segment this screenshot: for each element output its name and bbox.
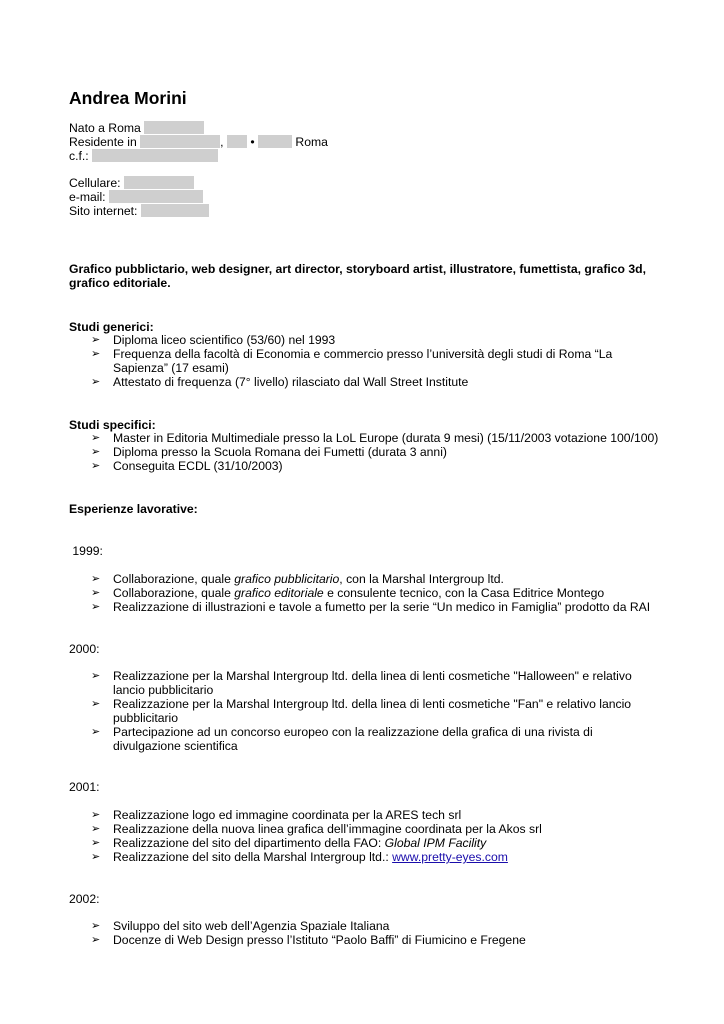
residence-city: Roma bbox=[295, 135, 328, 149]
year-1999: 1999: bbox=[69, 544, 103, 558]
arrow-bullet-icon: ➢ bbox=[91, 334, 101, 346]
section-title-studi-specifici: Studi specifici: bbox=[69, 418, 156, 432]
year-2001: 2001: bbox=[69, 780, 100, 794]
arrow-bullet-icon: ➢ bbox=[91, 573, 101, 585]
esperienze-2002-list bbox=[91, 919, 673, 947]
redacted-cf bbox=[92, 149, 218, 162]
list-item: ➢ Partecipazione ad un concorso europeo con la realizzazione della grafica di una rivista di divulgazione scientifica bbox=[91, 725, 593, 753]
studi-generici-list bbox=[91, 333, 673, 389]
esperienze-2001-list bbox=[91, 808, 673, 864]
list-item: ➢ Realizzazione del sito della Marshal Intergroup ltd.: www.pretty-eyes.com bbox=[91, 850, 508, 864]
birth-label: Nato a Roma bbox=[69, 121, 141, 135]
arrow-bullet-icon: ➢ bbox=[91, 698, 101, 710]
arrow-bullet-icon: ➢ bbox=[91, 587, 101, 599]
arrow-bullet-icon: ➢ bbox=[91, 432, 101, 444]
arrow-bullet-icon: ➢ bbox=[91, 823, 101, 835]
birth-line bbox=[69, 121, 204, 135]
list-item: ➢ Collaborazione, quale grafico editoriale e consulente tecnico, con la Casa Editrice Montego bbox=[91, 586, 605, 600]
arrow-bullet-icon: ➢ bbox=[91, 837, 101, 849]
website-line bbox=[69, 204, 209, 218]
profile-summary: Grafico pubblictario, web designer, art director, storyboard artist, illustratore, fumettista, grafico 3d, grafico editoriale. bbox=[69, 262, 647, 290]
phone-line bbox=[69, 176, 194, 190]
cf-label: c.f.: bbox=[69, 149, 89, 163]
list-item: ➢ Docenze di Web Design presso l’Istituto “Paolo Baffi” di Fiumicino e Fregene bbox=[91, 933, 526, 947]
arrow-bullet-icon: ➢ bbox=[91, 934, 101, 946]
email-line bbox=[69, 190, 203, 204]
list-item: ➢ Diploma liceo scientifico (53/60) nel 1993 bbox=[91, 333, 336, 347]
redacted-address bbox=[140, 135, 220, 148]
arrow-bullet-icon: ➢ bbox=[91, 348, 101, 360]
list-item: ➢ Realizzazione logo ed immagine coordinata per la ARES tech srl bbox=[91, 808, 462, 822]
list-item: ➢ Collaborazione, quale grafico pubblicitario, con la Marshal Intergroup ltd. bbox=[91, 572, 504, 586]
residence-line bbox=[69, 135, 328, 149]
arrow-bullet-icon: ➢ bbox=[91, 376, 101, 388]
list-item: ➢ Realizzazione per la Marshal Intergroup ltd. della linea di lenti cosmetiche "Halloween" e relativo lancio pubblicitario bbox=[91, 669, 632, 697]
list-item: ➢ Realizzazione per la Marshal Intergroup ltd. della linea di lenti cosmetiche "Fan" e relativo lancio pubblicitario bbox=[91, 697, 632, 725]
arrow-bullet-icon: ➢ bbox=[91, 601, 101, 613]
redacted-number bbox=[227, 135, 247, 148]
list-item: ➢ Master in Editoria Multimediale presso la LoL Europe (durata 9 mesi) (15/11/2003 votazione 100/100) bbox=[91, 431, 659, 445]
list-item: ➢ Diploma presso la Scuola Romana dei Fumetti (durata 3 anni) bbox=[91, 445, 447, 459]
studi-specifici-list bbox=[91, 431, 673, 473]
residence-separator: , bbox=[220, 135, 224, 149]
arrow-bullet-icon: ➢ bbox=[91, 446, 101, 458]
list-item: ➢ Frequenza della facoltà di Economia e commercio presso l’università degli studi di Roma “La Sapienza” (17 esami) bbox=[91, 347, 613, 375]
list-item: ➢ Conseguita ECDL (31/10/2003) bbox=[91, 459, 283, 473]
esperienze-1999-list bbox=[91, 572, 673, 614]
arrow-bullet-icon: ➢ bbox=[91, 670, 101, 682]
website-label: Sito internet: bbox=[69, 204, 138, 218]
phone-label: Cellulare: bbox=[69, 176, 121, 190]
list-item: ➢ Sviluppo del sito web dell’Agenzia Spaziale Italiana bbox=[91, 919, 390, 933]
cf-line bbox=[69, 149, 218, 163]
arrow-bullet-icon: ➢ bbox=[91, 851, 101, 863]
arrow-bullet-icon: ➢ bbox=[91, 809, 101, 821]
list-item: ➢ Attestato di frequenza (7° livello) rilasciato dal Wall Street Institute bbox=[91, 375, 469, 389]
redacted-website bbox=[141, 204, 209, 217]
arrow-bullet-icon: ➢ bbox=[91, 460, 101, 472]
esperienze-2000-list bbox=[91, 669, 653, 753]
email-label: e-mail: bbox=[69, 190, 106, 204]
residence-bullet: • bbox=[250, 135, 255, 149]
list-item: ➢ Realizzazione di illustrazioni e tavole a fumetto per la serie “Un medico in Famiglia” prodotto da RAI bbox=[91, 600, 651, 614]
year-2000: 2000: bbox=[69, 642, 100, 656]
redacted-phone bbox=[124, 176, 194, 189]
arrow-bullet-icon: ➢ bbox=[91, 920, 101, 932]
section-title-esperienze: Esperienze lavorative: bbox=[69, 502, 198, 516]
list-item: ➢ Realizzazione della nuova linea grafica dell’immagine coordinata per la Akos srl bbox=[91, 822, 542, 836]
page-title: Andrea Morini bbox=[69, 88, 187, 108]
redacted-birthdate bbox=[144, 121, 204, 134]
redacted-zip bbox=[258, 135, 292, 148]
year-2002: 2002: bbox=[69, 892, 100, 906]
residence-label: Residente in bbox=[69, 135, 137, 149]
website-link[interactable]: www.pretty-eyes.com bbox=[392, 850, 508, 864]
section-title-studi-generici: Studi generici: bbox=[69, 320, 154, 334]
list-item: ➢ Realizzazione del sito del dipartimento della FAO: Global IPM Facility bbox=[91, 836, 487, 850]
redacted-email bbox=[109, 190, 203, 203]
arrow-bullet-icon: ➢ bbox=[91, 726, 101, 738]
